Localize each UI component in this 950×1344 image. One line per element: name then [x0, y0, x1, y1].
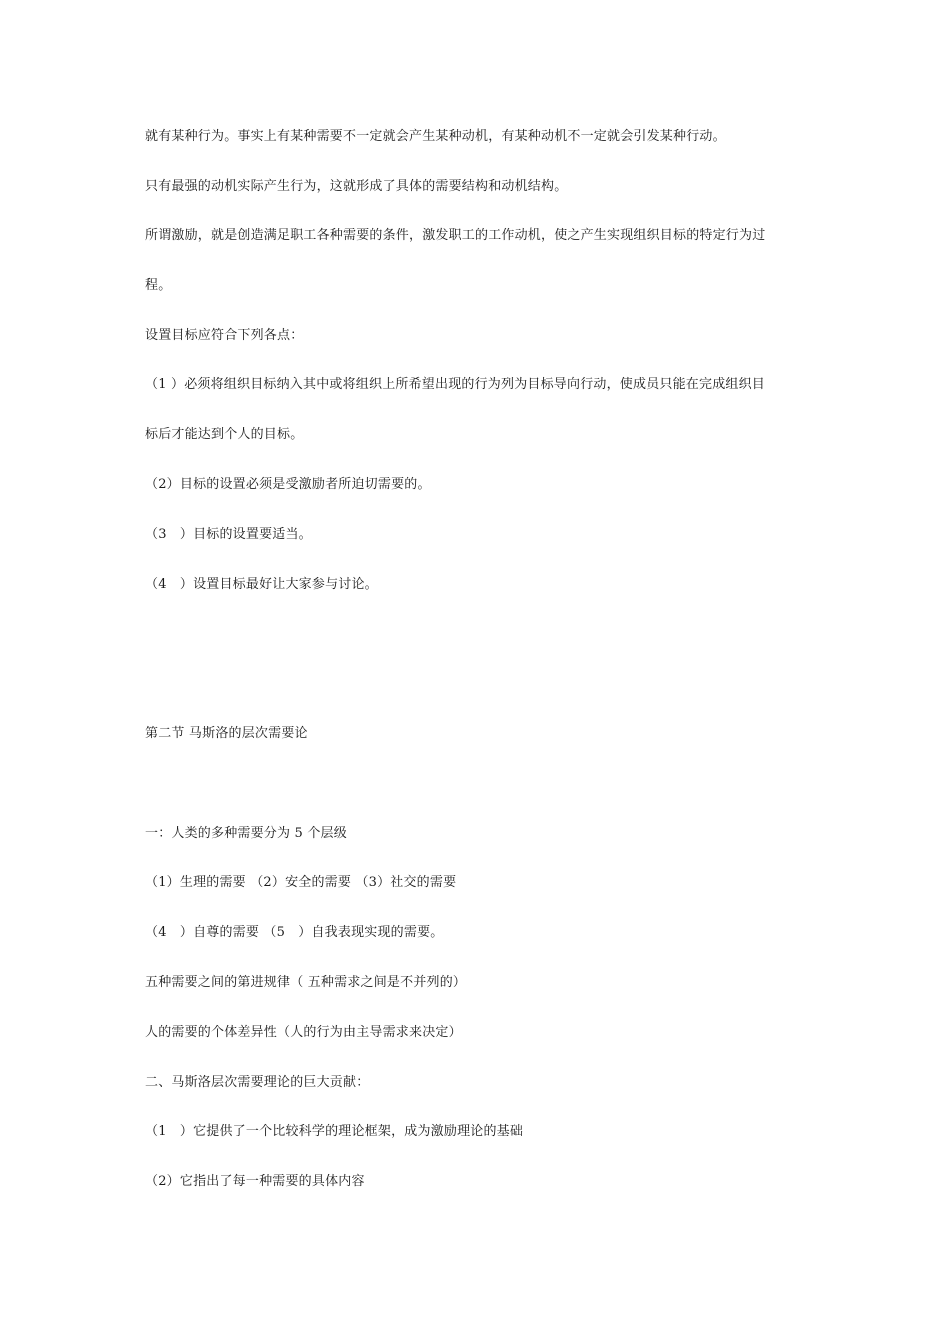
section-paragraph-6: 二、马斯洛层次需要理论的巨大贡献：	[145, 1075, 370, 1090]
paragraph-3-cont: 程。	[145, 278, 172, 293]
section-paragraph-3: （4 ）自尊的需要 （5 ）自我表现实现的需要。	[145, 925, 444, 940]
paragraph-4: 设置目标应符合下列各点：	[145, 328, 304, 343]
section-title: 第二节 马斯洛的层次需要论	[145, 726, 308, 741]
section-paragraph-4: 五种需要之间的第进规律（ 五种需求之间是不并列的）	[145, 975, 467, 990]
section-paragraph-2: （1）生理的需要 （2）安全的需要 （3）社交的需要	[145, 875, 457, 890]
list-item-1-cont: 标后才能达到个人的目标。	[145, 427, 304, 442]
section-paragraph-1: 一：人类的多种需要分为 5 个层级	[145, 826, 347, 841]
list-item-1: （1 ）必须将组织目标纳入其中或将组织上所希望出现的行为列为目标导向行动，使成员只能在完成组织目	[145, 377, 766, 392]
section-paragraph-7: （1 ）它提供了一个比较科学的理论框架，成为激励理论的基础	[145, 1124, 524, 1139]
paragraph-2: 只有最强的动机实际产生行为，这就形成了具体的需要结构和动机结构。	[145, 179, 568, 194]
paragraph-1: 就有某种行为。事实上有某种需要不一定就会产生某种动机，有某种动机不一定就会引发某种行动。	[145, 129, 726, 144]
list-item-4: （4 ）设置目标最好让大家参与讨论。	[145, 577, 378, 592]
section-paragraph-5: 人的需要的个体差异性（人的行为由主导需求来决定）	[145, 1025, 462, 1040]
list-item-3: （3 ）目标的设置要适当。	[145, 527, 312, 542]
section-paragraph-8: （2）它指出了每一种需要的具体内容	[145, 1174, 365, 1189]
list-item-2: （2）目标的设置必须是受激励者所迫切需要的。	[145, 477, 431, 492]
paragraph-3: 所谓激励，就是创造满足职工各种需要的条件，激发职工的工作动机，使之产生实现组织目标的特定行为过	[145, 228, 766, 243]
